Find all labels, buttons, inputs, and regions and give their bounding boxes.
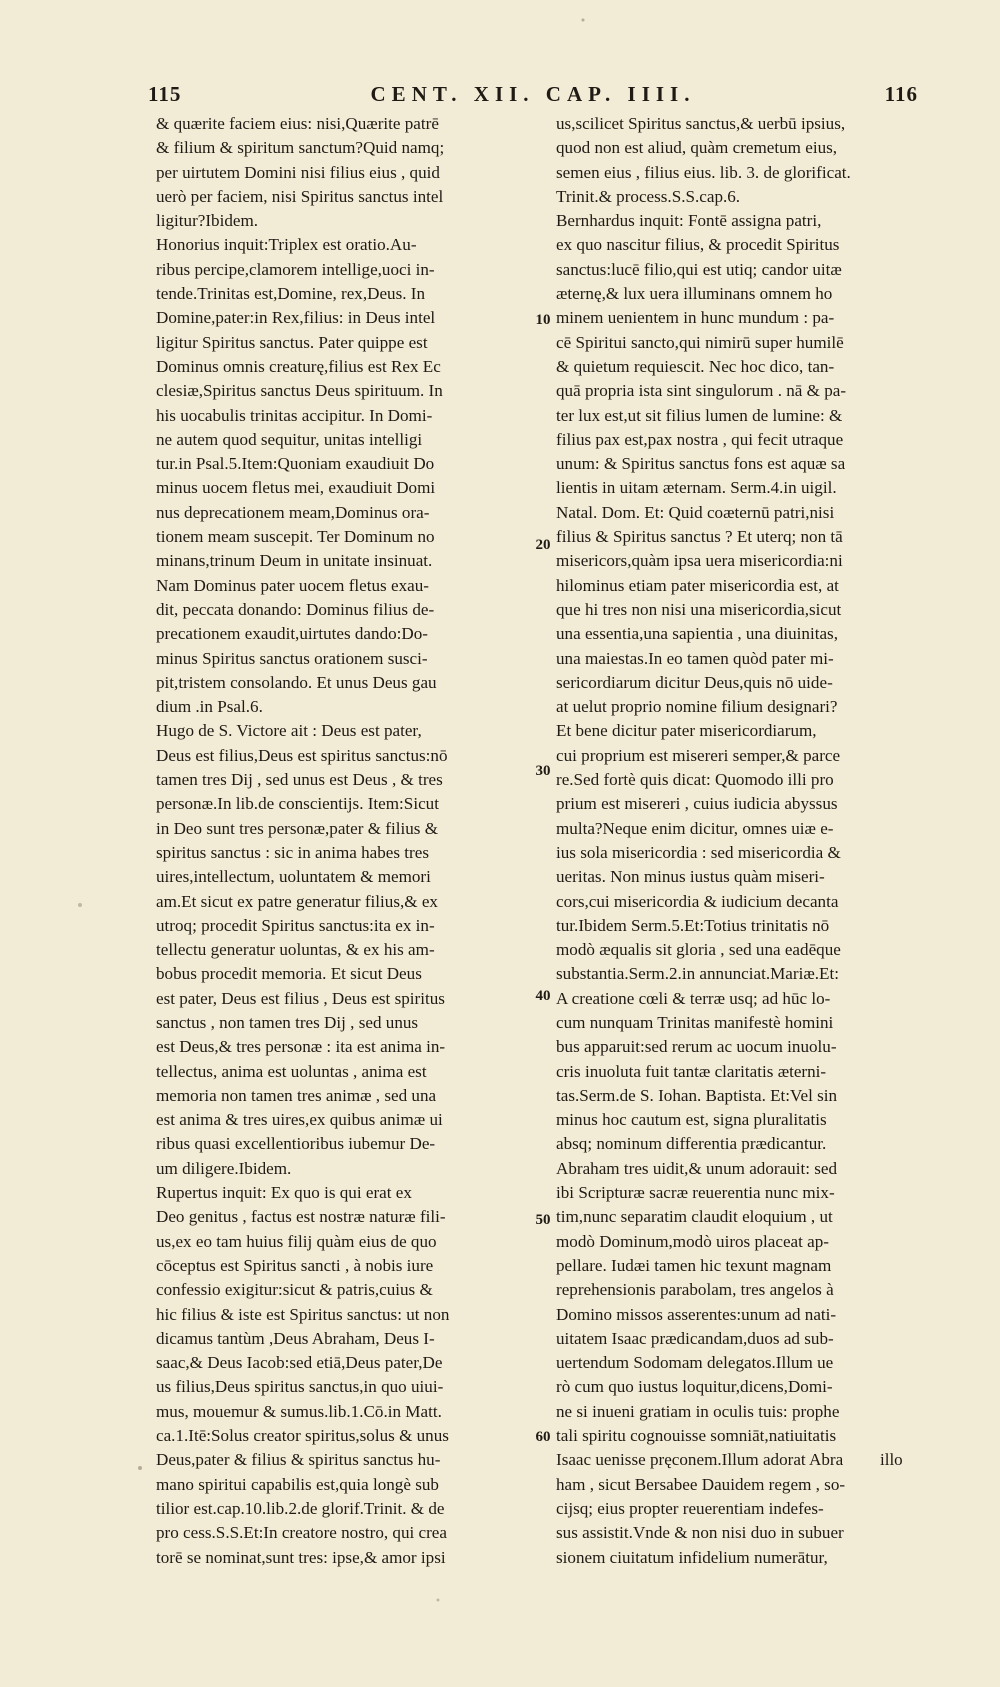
right-column-line: pellare. Iudæi tamen hic texunt magnam: [556, 1255, 832, 1275]
right-column-line: ex quo nascitur filius, & procedit Spiritus: [556, 235, 840, 255]
left-column-line: ca.1.Itē:Solus creator spiritus,solus & unus: [156, 1426, 449, 1446]
margin-line-number: 50: [535, 1212, 551, 1228]
left-column-line: & filium & spiritum sanctum?Quid namq;: [156, 138, 445, 158]
right-column-line: cum nunquam Trinitas manifestè homini: [556, 1012, 834, 1032]
left-column-line: Dominus omnis creaturę,filius est Rex Ec: [156, 356, 441, 376]
right-column-line: minus hoc cautum est, signa pluralitatis: [556, 1110, 827, 1130]
right-column-line: ueritas. Non minus iustus quàm miseri-: [556, 867, 825, 887]
left-column-line: Hugo de S. Victore ait : Deus est pater,: [156, 721, 422, 741]
right-column-line: lientis in uitam æternam. Serm.4.in uigil.: [556, 478, 837, 498]
right-column-line: cē Spiritui sancto,qui nimirū super humilē: [556, 332, 844, 352]
right-column-line: reprehensionis parabolam, tres angelos à: [556, 1280, 834, 1300]
right-column-line: prium est misereri , cuius iudicia abyssus: [556, 794, 838, 814]
left-column-line: tellectu generatur uoluntas, & ex his am-: [156, 940, 435, 960]
left-column-line: ribus percipe,clamorem intellige,uoci in-: [156, 259, 435, 279]
left-column-line: minans,trinum Deum in unitate insinuat.: [156, 551, 433, 571]
right-column-line: Bernhardus inquit: Fontē assigna patri,: [556, 211, 822, 231]
left-column-line: dicamus tantùm ,Deus Abraham, Deus I-: [156, 1328, 435, 1348]
left-column-line: Nam Dominus pater uocem fletus exau-: [156, 575, 429, 595]
right-column-line: & quietum requiescit. Nec hoc dico, tan-: [556, 356, 835, 376]
right-column-line: A creatione cœli & terræ usq; ad hūc lo-: [556, 988, 831, 1008]
left-column-line: Rupertus inquit: Ex quo is qui erat ex: [156, 1183, 412, 1203]
right-column-line: Isaac uenisse pręconem.Illum adorat Abra: [556, 1450, 844, 1470]
right-column-line: uitatem Isaac prædicandam,duos ad sub-: [556, 1328, 834, 1348]
left-text-column: [156, 112, 526, 1570]
left-column-line: uires,intellectum, uoluntatem & memori: [156, 867, 431, 887]
right-column-line: quod non est aliud, quàm cremetum eius,: [556, 138, 838, 158]
right-column-line: cors,cui misericordia & iudicium decanta: [556, 891, 839, 911]
right-column-line: que hi tres non nisi una misericordia,sicut: [556, 599, 842, 619]
right-column-line: sericordiarum dicitur Deus,quis nō uide-: [556, 672, 833, 692]
catchword: illo: [880, 1450, 903, 1469]
left-column-line: mus, mouemur & sumus.lib.1.Cō.in Matt.: [156, 1401, 442, 1421]
left-column-line: Deus,pater & filius & spiritus sanctus hu-: [156, 1450, 441, 1470]
left-column-line: personæ.In lib.de conscientijs. Item:Sicut: [156, 794, 439, 814]
right-column-line: modò æqualis sit gloria , sed una eadēque: [556, 940, 841, 960]
right-column-line: misericors,quàm ipsa uera misericordia:ni: [556, 551, 843, 571]
right-column-line: æternę,& lux uera illuminans omnem ho: [556, 284, 833, 304]
left-column-line: tende.Trinitas est,Domine, rex,Deus. In: [156, 284, 426, 304]
left-column-line: tionem meam suscepit. Ter Dominum no: [156, 527, 435, 547]
left-column-line: est pater, Deus est filius , Deus est spiritus: [156, 988, 445, 1008]
right-column-line: tali spiritu cognouisse somniāt,natiuitatis: [556, 1426, 837, 1446]
left-column-line: tellectus, anima est uoluntas , anima est: [156, 1061, 427, 1081]
right-column-line: una essentia,una sapientia , una diuinitas,: [556, 624, 838, 644]
right-column-line: una maiestas.In eo tamen quòd pater mi-: [556, 648, 834, 668]
left-column-line: tamen tres Dij , sed unus est Deus , & tres: [156, 770, 443, 790]
running-title: CENT. XII. CAP. IIII.: [370, 82, 696, 106]
margin-line-number: 10: [535, 312, 551, 328]
right-column-line: absq; nominum differentia prædicantur.: [556, 1134, 827, 1154]
left-column-line: est anima & tres uires,ex quibus animæ ui: [156, 1110, 443, 1130]
right-column-line: at uelut proprio nomine filium designari?: [556, 697, 838, 717]
page-number-right: 116: [884, 82, 918, 106]
left-column-line: per uirtutem Domini nisi filius eius , quid: [156, 162, 440, 182]
right-column-line: Abraham tres uidit,& unum adorauit: sed: [556, 1158, 838, 1178]
right-column-line: cijsq; eius propter reuerentiam indefes-: [556, 1498, 824, 1518]
left-column-line: ligitur?Ibidem.: [156, 211, 259, 231]
running-header: [148, 82, 918, 112]
right-column-line: cui proprium est misereri semper,& parce: [556, 745, 841, 765]
left-column-line: pro cess.S.S.Et:In creatore nostro, qui crea: [156, 1523, 447, 1543]
right-column-line: re.Sed fortè quis dicat: Quomodo illi pro: [556, 770, 834, 790]
left-column-line: clesiæ,Spiritus sanctus Deus spirituum. In: [156, 381, 443, 401]
right-column-line: sus assistit.Vnde & non nisi duo in subuer: [556, 1523, 844, 1543]
left-column-line: us,ex eo tam huius filij quàm eius de quo: [156, 1231, 437, 1251]
right-column-line: Et bene dicitur pater misericordiarum,: [556, 721, 817, 741]
left-column-line: & quærite faciem eius: nisi,Quærite patrē: [156, 114, 439, 133]
left-column-line: uerò per faciem, nisi Spiritus sanctus intel: [156, 186, 444, 206]
left-column-line: am.Et sicut ex patre generatur filius,& ex: [156, 891, 438, 911]
left-column-line: um diligere.Ibidem.: [156, 1158, 292, 1178]
margin-line-number: 30: [535, 763, 551, 779]
right-column-line: uertendum Sodomam delegatos.Illum ue: [556, 1353, 834, 1373]
left-column-line: spiritus sanctus : sic in anima habes tres: [156, 842, 429, 862]
left-column-line: dium .in Psal.6.: [156, 697, 263, 717]
right-column-line: tur.Ibidem Serm.5.Et:Totius trinitatis nō: [556, 915, 830, 935]
left-column-line: in Deo sunt tres personæ,pater & filius &: [156, 818, 439, 838]
left-column-line: torē se nominat,sunt tres: ipse,& amor ipsi: [156, 1547, 446, 1567]
right-column-line: sanctus:lucē filio,qui est utiq; candor uitæ: [556, 259, 842, 279]
left-column-line: nus deprecationem meam,Dominus ora-: [156, 502, 430, 522]
left-column-line: ribus quasi excellentioribus iubemur De-: [156, 1134, 436, 1154]
left-column-line: minus uocem fletus mei, exaudiuit Domi: [156, 478, 436, 498]
right-column-line: semen eius , filius eius. lib. 3. de glorificat.: [556, 162, 851, 182]
right-column-line: filius & Spiritus sanctus ? Et uterq; non tā: [556, 527, 843, 547]
right-column-line: minem uenientem in hunc mundum : pa-: [556, 308, 835, 328]
right-column-line: quā propria ista sint singulorum . nā & pa-: [556, 381, 847, 401]
right-column-line: ter lux est,ut sit filius lumen de lumine: &: [556, 405, 843, 425]
right-column-line: filius pax est,pax nostra , qui fecit utraque: [556, 429, 844, 449]
right-column-line: unum: & Spiritus sanctus fons est aquæ sa: [556, 454, 846, 474]
left-column-line: Honorius inquit:Triplex est oratio.Au-: [156, 235, 417, 255]
right-column-line: ibi Scripturæ sacræ reuerentia nunc mix-: [556, 1183, 835, 1203]
margin-line-number: 40: [535, 988, 551, 1004]
left-column-line: confessio exigitur:sicut & patris,cuius &: [156, 1280, 433, 1300]
margin-line-number: 60: [535, 1429, 551, 1445]
left-column-line: precationem exaudit,uirtutes dando:Do-: [156, 624, 428, 644]
page-number-left: 115: [148, 82, 182, 106]
right-column-line: multa?Neque enim dicitur, omnes uiæ e-: [556, 818, 834, 838]
right-column-line: cris inuoluta fuit tantæ claritatis æterni-: [556, 1061, 827, 1081]
left-column-line: utroq; procedit Spiritus sanctus:ita ex in-: [156, 915, 435, 935]
right-column-line: hilominus etiam pater misericordia est, at: [556, 575, 839, 595]
right-column-line: Domino missos asserentes:unum ad nati-: [556, 1304, 837, 1324]
right-column-line: sionem ciuitatum infidelium numerātur,: [556, 1547, 828, 1567]
right-column-line: bus apparuit:sed rerum ac uocum inuolu-: [556, 1037, 837, 1057]
left-column-line: cōceptus est Spiritus sancti , à nobis iure: [156, 1255, 434, 1275]
right-column-line: modò Dominum,modò uiros placeat ap-: [556, 1231, 829, 1251]
left-column-line: pit,tristem consolando. Et unus Deus gau: [156, 672, 437, 692]
left-column-line: ne autem quod sequitur, unitas intelligi: [156, 429, 423, 449]
right-text-column: [556, 112, 928, 1570]
left-column-line: memoria non tamen tres animæ , sed una: [156, 1085, 437, 1105]
left-column-line: tilior est.cap.10.lib.2.de glorif.Trinit. & de: [156, 1498, 445, 1518]
left-column-line: Deus est filius,Deus est spiritus sanctus:nō: [156, 745, 448, 765]
right-column-line: us,scilicet Spiritus sanctus,& uerbū ipsius,: [556, 114, 846, 133]
left-column-line: bobus procedit memoria. Et sicut Deus: [156, 964, 422, 984]
left-column-line: minus Spiritus sanctus orationem susci-: [156, 648, 428, 668]
left-column-line: tur.in Psal.5.Item:Quoniam exaudiuit Do: [156, 454, 435, 474]
right-column-line: tim,nunc separatim claudit eloquium , ut: [556, 1207, 833, 1227]
left-column-line: us filius,Deus spiritus sanctus,in quo uiui-: [156, 1377, 444, 1397]
margin-line-number: 20: [535, 537, 551, 553]
right-column-line: ham , sicut Bersabee Dauidem regem , so-: [556, 1474, 846, 1494]
left-column-line: his uocabulis trinitas accipitur. In Domi-: [156, 405, 433, 425]
left-column-line: Deo genitus , factus est nostræ naturæ fili-: [156, 1207, 446, 1227]
right-column-line: ius sola misericordia : sed misericordia &: [556, 842, 841, 862]
left-column-line: ligitur Spiritus sanctus. Pater quippe est: [156, 332, 428, 352]
left-column-line: dit, peccata donando: Dominus filius de-: [156, 599, 435, 619]
left-column-line: sanctus , non tamen tres Dij , sed unus: [156, 1012, 419, 1032]
left-column-line: mano spiritui capabilis est,quia longè sub: [156, 1474, 439, 1494]
right-column-line: Natal. Dom. Et: Quid coæternū patri,nisi: [556, 502, 835, 522]
right-column-line: substantia.Serm.2.in annunciat.Mariæ.Et:: [556, 964, 839, 984]
right-column-line: tas.Serm.de S. Iohan. Baptista. Et:Vel sin: [556, 1085, 838, 1105]
right-column-line: ne si inueni gratiam in oculis tuis: prophe: [556, 1401, 840, 1421]
left-column-line: Domine,pater:in Rex,filius: in Deus intel: [156, 308, 436, 328]
right-column-line: rò cum quo iustus loquitur,dicens,Domi-: [556, 1377, 833, 1397]
left-column-line: saac,& Deus Iacob:sed etiā,Deus pater,De: [156, 1353, 443, 1373]
left-column-line: hic filius & iste est Spiritus sanctus: ut non: [156, 1304, 450, 1324]
right-column-line: Trinit.& process.S.S.cap.6.: [556, 186, 741, 206]
left-column-line: est Deus,& tres personæ : ita est anima in-: [156, 1037, 446, 1057]
